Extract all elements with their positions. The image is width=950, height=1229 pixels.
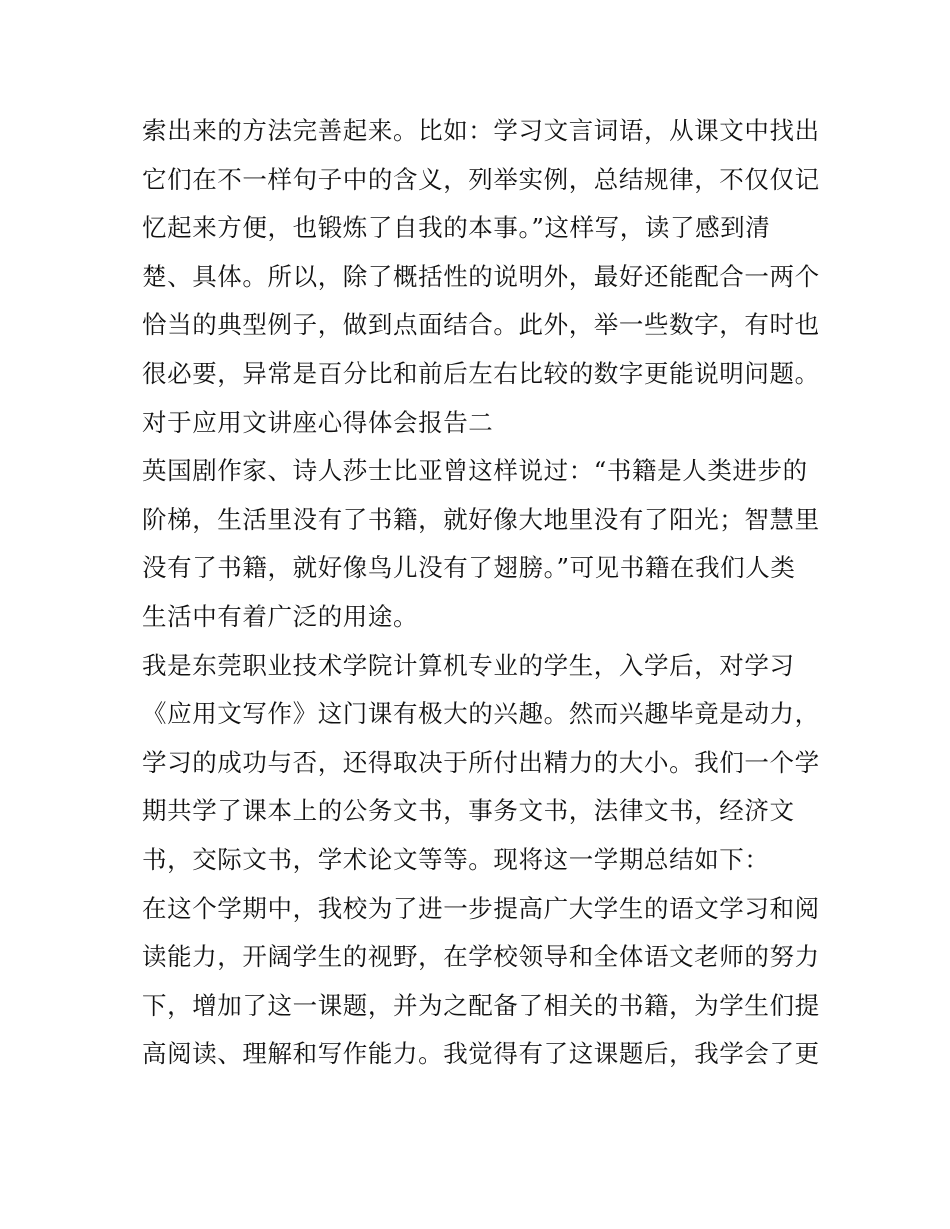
text-line: 没有了书籍，就好像鸟儿没有了翅膀。”可见书籍在我们人类 xyxy=(142,553,796,583)
text-line: 《应用文写作》这门课有极大的兴趣。然而兴趣毕竟是动力， xyxy=(142,699,820,729)
document-body xyxy=(142,107,822,1079)
text-line: 楚、具体。所以，除了概括性的说明外，最好还能配合一两个 xyxy=(142,261,820,291)
text-line: 高阅读、理解和写作能力。我觉得有了这课题后，我学会了更 xyxy=(142,1039,820,1069)
text-line: 书，交际文书，学术论文等等。现将这一学期总结如下： xyxy=(142,844,770,874)
text-line: 很必要，异常是百分比和前后左右比较的数字更能说明问题。 xyxy=(142,358,820,388)
text-line: 学习的成功与否，还得取决于所付出精力的大小。我们一个学 xyxy=(142,747,820,777)
section-heading: 对于应用文讲座心得体会报告二 xyxy=(142,407,494,437)
text-line: 阶梯，生活里没有了书籍，就好像大地里没有了阳光；智慧里 xyxy=(142,504,820,534)
text-line: 恰当的典型例子，做到点面结合。此外，举一些数字，有时也 xyxy=(142,310,820,340)
text-line: 读能力，开阔学生的视野，在学校领导和全体语文老师的努力 xyxy=(142,942,820,972)
text-line: 下，增加了这一课题，并为之配备了相关的书籍，为学生们提 xyxy=(142,990,820,1020)
text-line: 生活中有着广泛的用途。 xyxy=(142,601,419,631)
text-line: 索出来的方法完善起来。比如：学习文言词语，从课文中找出 xyxy=(142,116,820,145)
text-line: 忆起来方便，也锻炼了自我的本事。”这样写，读了感到清 xyxy=(142,213,771,243)
text-line: 它们在不一样句子中的含义，列举实例，总结规律，不仅仅记 xyxy=(142,164,820,194)
text-line: 在这个学期中，我校为了进一步提高广大学生的语文学习和阅 xyxy=(142,893,820,923)
text-line: 英国剧作家、诗人莎士比亚曾这样说过：“书籍是人类进步的 xyxy=(142,456,808,486)
text-line: 我是东莞职业技术学院计算机专业的学生，入学后，对学习 xyxy=(142,650,795,680)
text-line: 期共学了课本上的公务文书，事务文书，法律文书，经济文 xyxy=(142,796,795,826)
